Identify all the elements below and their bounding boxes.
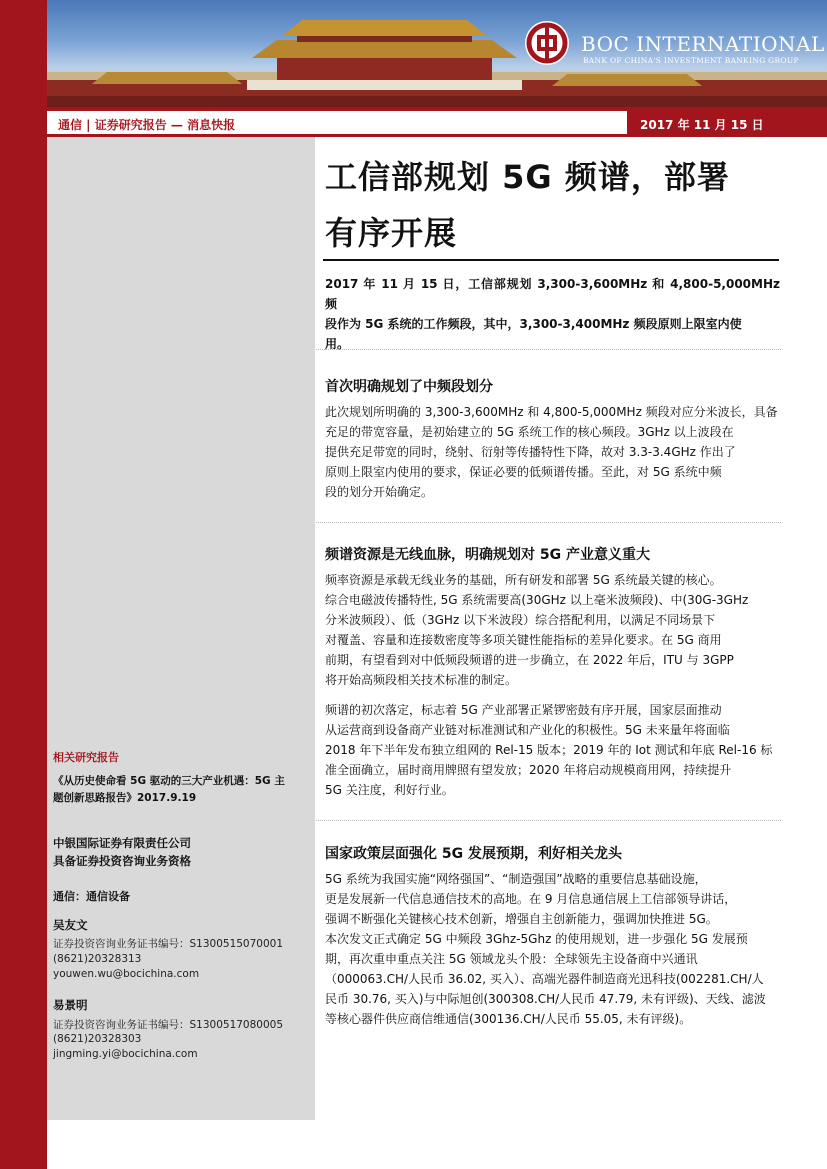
text-line: 本次发文正式确定 5G 中频段 3Ghz-5Ghz 的使用规划，进一步强化 5G 发展预 [325,932,748,946]
analyst-phone: (8621)20328303 [53,1033,142,1045]
text-line: 准全面确立，届时商用牌照有望发放；2020 年将启动规模商用网，持续提升 [325,763,732,777]
analyst-email[interactable]: jingming.yi@bocichina.com [53,1048,198,1060]
analyst-name: 吴友文 [53,918,88,932]
boc-logo-icon [525,21,569,65]
analyst-name: 易景明 [53,998,88,1012]
section-divider [316,522,781,523]
company-name: 中银国际证券有限责任公司 [53,836,191,850]
header-banner [47,0,827,107]
section-paragraph [325,570,780,690]
summary-line: 段作为 5G 系统的工作频段，其中，3,300-3,400MHz 频段原则上限室内使 [325,317,742,331]
sector-label: 通信：通信设备 [53,890,130,903]
analyst-cert: 证券投资咨询业务证书编号：S1300515070001 [53,938,284,950]
text-line: 提供充足带宽的同时，绕射、衍射等传播特性下降，故对 3.3-3.4GHz 作出了 [325,445,736,459]
text-line: 2018 年下半年发布独立组网的 Rel-15 版本；2019 年的 Iot 测试和年底 Rel-16 标 [325,743,773,757]
text-line: 期，再次重申重点关注 5G 领域龙头个股：全球领先主设备商中兴通讯 [325,952,698,966]
section-heading: 频谱资源是无线血脉，明确规划对 5G 产业意义重大 [325,547,650,563]
section-paragraph [325,869,780,1029]
text-line: 强调不断强化关键核心技术创新，增强自主创新能力，强调加快推进 5G。 [325,912,718,926]
text-line: 频谱的初次落定，标志着 5G 产业部署正紧锣密鼓有序开展，国家层面推动 [325,703,722,717]
text-line: 前期，有望看到对中低频段频谱的进一步确立，在 2022 年后，ITU 与 3GPP [325,653,734,667]
title-rule [323,259,779,261]
text-line: 从运营商到设备商产业链对标准测试和产业化的积极性。5G 未来量年将面临 [325,723,730,737]
summary-line: 用。 [325,337,350,351]
left-red-bar [0,0,47,1169]
summary-line: 2017 年 11 月 15 日，工信部规划 3,300-3,600MHz 和 4,800-5,000MHz 频 [325,277,780,311]
page-title-line2: 有序开展 [325,214,458,252]
brand-name: BOC INTERNATIONAL [581,32,825,56]
report-date: 2017 年 11 月 15 日 [640,118,764,132]
text-line: 等核心器件供应商信维通信(300136.CH/人民币 55.05, 未有评级)。 [325,1012,692,1026]
text-line: 5G 系统为我国实施“网络强国”、“制造强国”战略的重要信息基础设施， [325,872,707,886]
text-line: （000063.CH/人民币 36.02, 买入）、高端光器件制造商光迅科技(002281.CH/人 [325,972,764,986]
page-title-line1: 工信部规划 5G 频谱，部署 [325,158,730,196]
section-paragraph [325,402,780,502]
analyst-phone: (8621)20328313 [53,953,142,965]
text-line: 综合电磁波传播特性, 5G 系统需要高(30GHz 以上毫米波频段)、中(30G-3GHz [325,593,749,607]
text-line: 5G 关注度，利好行业。 [325,783,454,797]
section-heading: 首次明确规划了中频段划分 [325,379,493,395]
text-line: 对覆盖、容量和连接数密度等多项关键性能指标的差异化要求。在 5G 商用 [325,633,722,647]
text-line: 分米波频段）、低（3GHz 以下米波段）综合搭配利用，以满足不同场景下 [325,613,716,627]
section-divider [316,349,781,350]
section-divider [316,820,781,821]
report-category: 通信 | 证券研究报告 — 消息快报 [58,118,236,132]
text-line: 将开始高频段相关技术标准的制定。 [325,673,518,687]
text-line: 更是发展新一代信息通信技术的高地。在 9 月信息通信展上工信部领导讲话， [325,892,737,906]
summary [325,274,780,354]
section-paragraph [325,700,780,800]
company-qualification: 具备证券投资咨询业务资格 [53,854,191,868]
text-line: 此次规划所明确的 3,300-3,600MHz 和 4,800-5,000MHz 频段对应分米波长，具备 [325,405,778,419]
related-report-line2[interactable]: 题创新思路报告》2017.9.19 [53,792,197,804]
text-line: 民币 30.76, 买入)与中际旭创(300308.CH/人民币 47.79, 未有评级)、天线、滤波 [325,992,766,1006]
text-line: 频率资源是承载无线业务的基础，所有研发和部署 5G 系统最关键的核心。 [325,573,722,587]
brand-subtitle: BANK OF CHINA'S INVESTMENT BANKING GROUP [583,56,799,65]
analyst-email[interactable]: youwen.wu@bocichina.com [53,968,200,980]
analyst-cert: 证券投资咨询业务证书编号：S1300517080005 [53,1019,284,1031]
related-reports-title: 相关研究报告 [53,751,119,764]
text-line: 段的划分开始确定。 [325,485,434,499]
section-heading: 国家政策层面强化 5G 发展预期，利好相关龙头 [325,846,622,862]
related-report-line1[interactable]: 《从历史使命看 5G 驱动的三大产业机遇：5G 主 [53,775,285,787]
text-line: 充足的带宽容量，是初始建立的 5G 系统工作的核心频段。3GHz 以上波段在 [325,425,734,439]
text-line: 原则上限室内使用的要求，保证必要的低频谱传播。至此，对 5G 系统中频 [325,465,722,479]
